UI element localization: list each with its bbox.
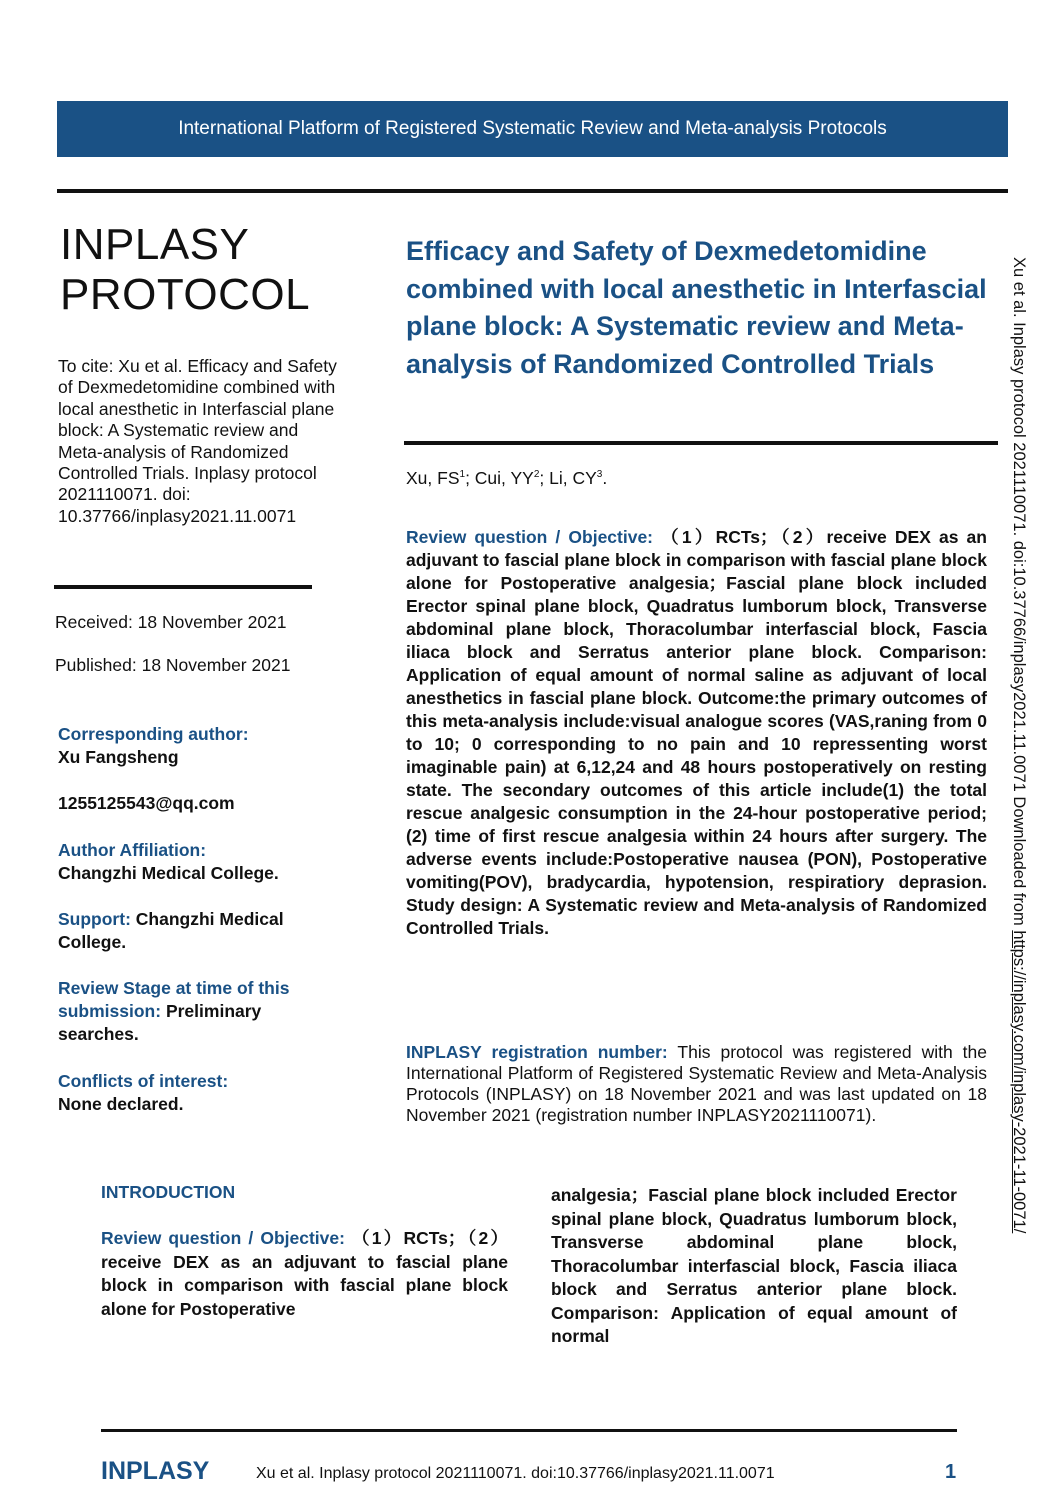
brand-line-1: INPLASY <box>60 220 250 269</box>
intro-objective-label: Review question / Objective: <box>101 1228 345 1248</box>
stage-label: Review Stage at time of this submission: <box>58 978 290 1021</box>
intro-left-text: （1）RCTs；（2）receive DEX as an adjuvant to fascial plane block in comparison with fascial plane block alone for Postoperative <box>101 1228 508 1319</box>
affiliation-value: Changzhi Medical College. <box>58 863 279 883</box>
stage-value: Preliminary searches. <box>58 1001 262 1044</box>
objective-text: （1）RCTs；（2）receive DEX as an adjuvant to fascial plane block in comparison with fascial plane block alone for Postoperative analgesia；Fascial plane block included Erector spinal plane block, Quadratus lumborum block, Transverse abdominal plane block, Thoracolumbar interfascial block, Fascia iliaca block and Serratus anterior plane block. Comparison: Application of equal amount of normal saline as adjuvant of local anesthetics in fascial plane block. Outcome:the primary outcomes of this meta-analysis include:visual analogue scores (VAS,raning from 0 to 10; 0 corresponding to no pain and 10 repressenting worst imaginable pain) at 6,12,24 and 48 hours postoperatively on resting state. The secondary outcomes of this article include(1) the total rescue analgesic consumption in the 24-hour postoperative period; (2) time of first rescue analgesia within 24 hours after surgery. The adverse events include:Postoperative nausea (PON), Postoperative vomiting(POV), bradycardia, hypotension, respiratiory deprasion. Study design: A Systematic review and Meta-analysis of Randomized Controlled Trials. <box>406 527 987 938</box>
support <box>58 908 328 954</box>
support-label: Support: <box>58 909 131 929</box>
intro-column-right: analgesia；Fascial plane block included Erector spinal plane block, Quadratus lumborum block, Transverse abdominal plane block, Thoracolumbar interfascial block, Fascia iliaca block and Serratus anterior plane block. Comparison: Application of equal amount of normal <box>551 1185 957 1346</box>
author-affiliation <box>58 839 328 885</box>
top-divider <box>57 189 1008 193</box>
author-3-affil: 3 <box>596 469 603 481</box>
protocol-brand <box>60 220 310 320</box>
published-date: Published: 18 November 2021 <box>55 655 291 675</box>
corresponding-name: Xu Fangsheng <box>58 747 179 767</box>
support-value: Changzhi Medical College. <box>58 909 284 952</box>
author-list <box>406 468 607 489</box>
introduction-heading: INTRODUCTION <box>101 1182 236 1202</box>
received-date: Received: 18 November 2021 <box>55 612 287 632</box>
objective-label: Review question / Objective: <box>406 527 654 547</box>
brand-line-2: PROTOCOL <box>60 270 311 319</box>
author-2-affil: 2 <box>533 469 540 481</box>
registration-text: This protocol was registered with the International Platform of Registered Systematic Review and Meta-Analysis Protocols (INPLASY) on 18 November 2021 and was last updated on 18 November 2021 (registration number INPLASY2021110071). <box>406 1042 987 1125</box>
conflicts-label: Conflicts of interest: <box>58 1071 229 1091</box>
author-2: ; Cui, YY <box>465 468 534 488</box>
author-email: 1255125543@qq.com <box>58 793 235 813</box>
left-divider <box>54 585 312 589</box>
conflicts-value: None declared. <box>58 1094 184 1114</box>
objective-block <box>406 526 987 940</box>
footer-divider <box>101 1429 957 1432</box>
author-1: Xu, FS <box>406 468 460 488</box>
author-1-affil: 1 <box>459 469 466 481</box>
side-download-note <box>1009 257 1028 1397</box>
review-stage <box>58 977 328 1046</box>
page-number: 1 <box>945 1461 957 1483</box>
registration-block <box>406 1042 987 1126</box>
affiliation-label: Author Affiliation: <box>58 840 207 860</box>
citation-text: To cite: Xu et al. Efficacy and Safety of Dexmedetomidine combined with local anesthetic in Interfascial plane block: A Systematic review and Meta-analysis of Randomized Controlled Trials. Inplasy protocol 2021110071. doi: 10.37766/inplasy2021.11.0071 <box>58 356 337 526</box>
footer-brand: INPLASY <box>101 1457 210 1485</box>
corresponding-author <box>58 723 328 769</box>
intro-column-left <box>101 1227 508 1321</box>
title-divider <box>404 441 998 445</box>
side-note-text: Xu et al. Inplasy protocol 2021110071. doi:10.37766/inplasy2021.11.0071 Downloaded from <box>1010 257 1028 931</box>
download-link[interactable]: https://inplasy.com/inplasy-2021-11-0071/ <box>1010 930 1028 1234</box>
platform-banner: International Platform of Registered Systematic Review and Meta-analysis Protocols <box>57 101 1008 157</box>
footer-citation: Xu et al. Inplasy protocol 2021110071. doi:10.37766/inplasy2021.11.0071 <box>256 1465 775 1482</box>
conflicts <box>58 1070 328 1116</box>
paper-title: Efficacy and Safety of Dexmedetomidine combined with local anesthetic in Interfascial plane block: A Systematic review and Meta-analysis of Randomized Controlled Trials <box>406 236 987 379</box>
author-list-end: . <box>602 468 608 488</box>
registration-label: INPLASY registration number: <box>406 1042 668 1062</box>
corresponding-label: Corresponding author: <box>58 724 249 744</box>
author-3: ; Li, CY <box>539 468 597 488</box>
